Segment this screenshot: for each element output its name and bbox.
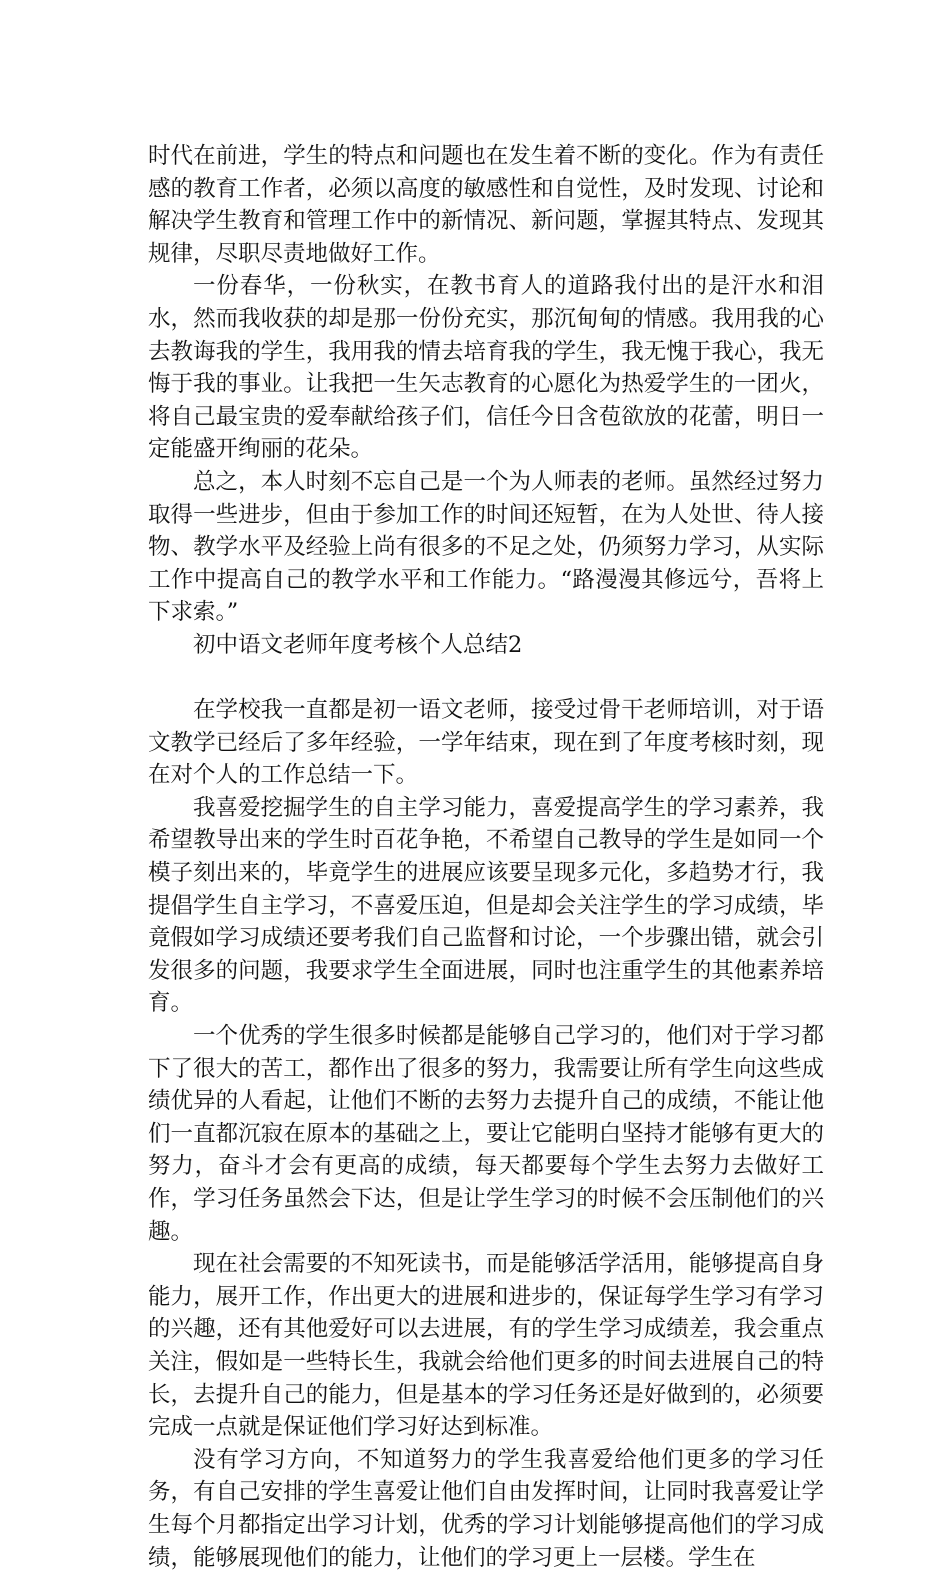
paragraph: 一份春华，一份秋实，在教书育人的道路我付出的是汗水和泪水，然而我收获的却是那一份份充实，那沉甸甸的情感。我用我的心去教诲我的学生，我用我的情去培育我的学生，我无愧于我心，我无悔于我的事业。让我把一生矢志教育的心愿化为热爱学生的一团火，将自己最宝贵的爱奉献给孩子们，信任今日含苞欲放的花蕾，明日一定能盛开绚丽的花朵。 <box>148 273 824 463</box>
document-page <box>148 140 824 1574</box>
paragraph: 一个优秀的学生很多时候都是能够自己学习的，他们对于学习都下了很大的苦工，都作出了很多的努力，我需要让所有学生向这些成绩优异的人看起，让他们不断的去努力去提升自己的成绩，不能让他们一直都沉寂在原本的基础之上，要让它能明白坚持才能够有更大的努力，奋斗才会有更高的成绩，每天都要每个学生去努力去做好工作，学习任务虽然会下达，但是让学生学习的时候不会压制他们的兴趣。 <box>148 1023 824 1245</box>
paragraph: 我喜爱挖掘学生的自主学习能力，喜爱提高学生的学习素养，我希望教导出来的学生时百花争艳，不希望自己教导的学生是如同一个模子刻出来的，毕竟学生的进展应该要呈现多元化，多趋势才行，我提倡学生自主学习，不喜爱压迫，但是却会关注学生的学习成绩，毕竟假如学习成绩还要考我们自己监督和讨论，一个步骤出错，就会引发很多的问题，我要求学生全面进展，同时也注重学生的其他素养培育。 <box>148 794 824 1017</box>
paragraph: 现在社会需要的不知死读书，而是能够活学活用，能够提高自身能力，展开工作，作出更大的进展和进步的，保证每学生学习有学习的兴趣，还有其他爱好可以去进展，有的学生学习成绩差，我会重点关注，假如是一些特长生，我就会给他们更多的时间去进展自己的特长，去提升自己的能力，但是基本的学习任务还是好做到的，必须要完成一点就是保证他们学习好达到标准。 <box>148 1251 824 1441</box>
paragraph: 没有学习方向，不知道努力的学生我喜爱给他们更多的学习任务，有自己安排的学生喜爱让他们自由发挥时间，让同时我喜爱让学生每个月都指定出学习计划，优秀的学习计划能够提高他们的学习成绩，能够展现他们的能力，让他们的学习更上一层楼。学生在 <box>148 1446 824 1571</box>
paragraph: 在学校我一直都是初一语文老师，接受过骨干老师培训，对于语文教学已经后了多年经验，一学年结束，现在到了年度考核时刻，现在对个人的工作总结一下。 <box>148 697 824 789</box>
paragraph-continuation: 时代在前进，学生的特点和问题也在发生着不断的变化。作为有责任感的教育工作者，必须以高度的敏感性和自觉性，及时发现、讨论和解决学生教育和管理工作中的新情况、新问题，掌握其特点、发现其规律，尽职尽责地做好工作。 <box>148 143 824 267</box>
section-title: 初中语文老师年度考核个人总结2 <box>193 631 523 658</box>
paragraph: 总之，本人时刻不忘自己是一个为人师表的老师。虽然经过努力取得一些进步，但由于参加工作的时间还短暂，在为人处世、待人接物、教学水平及经验上尚有很多的不足之处，仍须努力学习，从实际工作中提高自己的教学水平和工作能力。“路漫漫其修远兮，吾将上下求索。” <box>148 468 824 626</box>
